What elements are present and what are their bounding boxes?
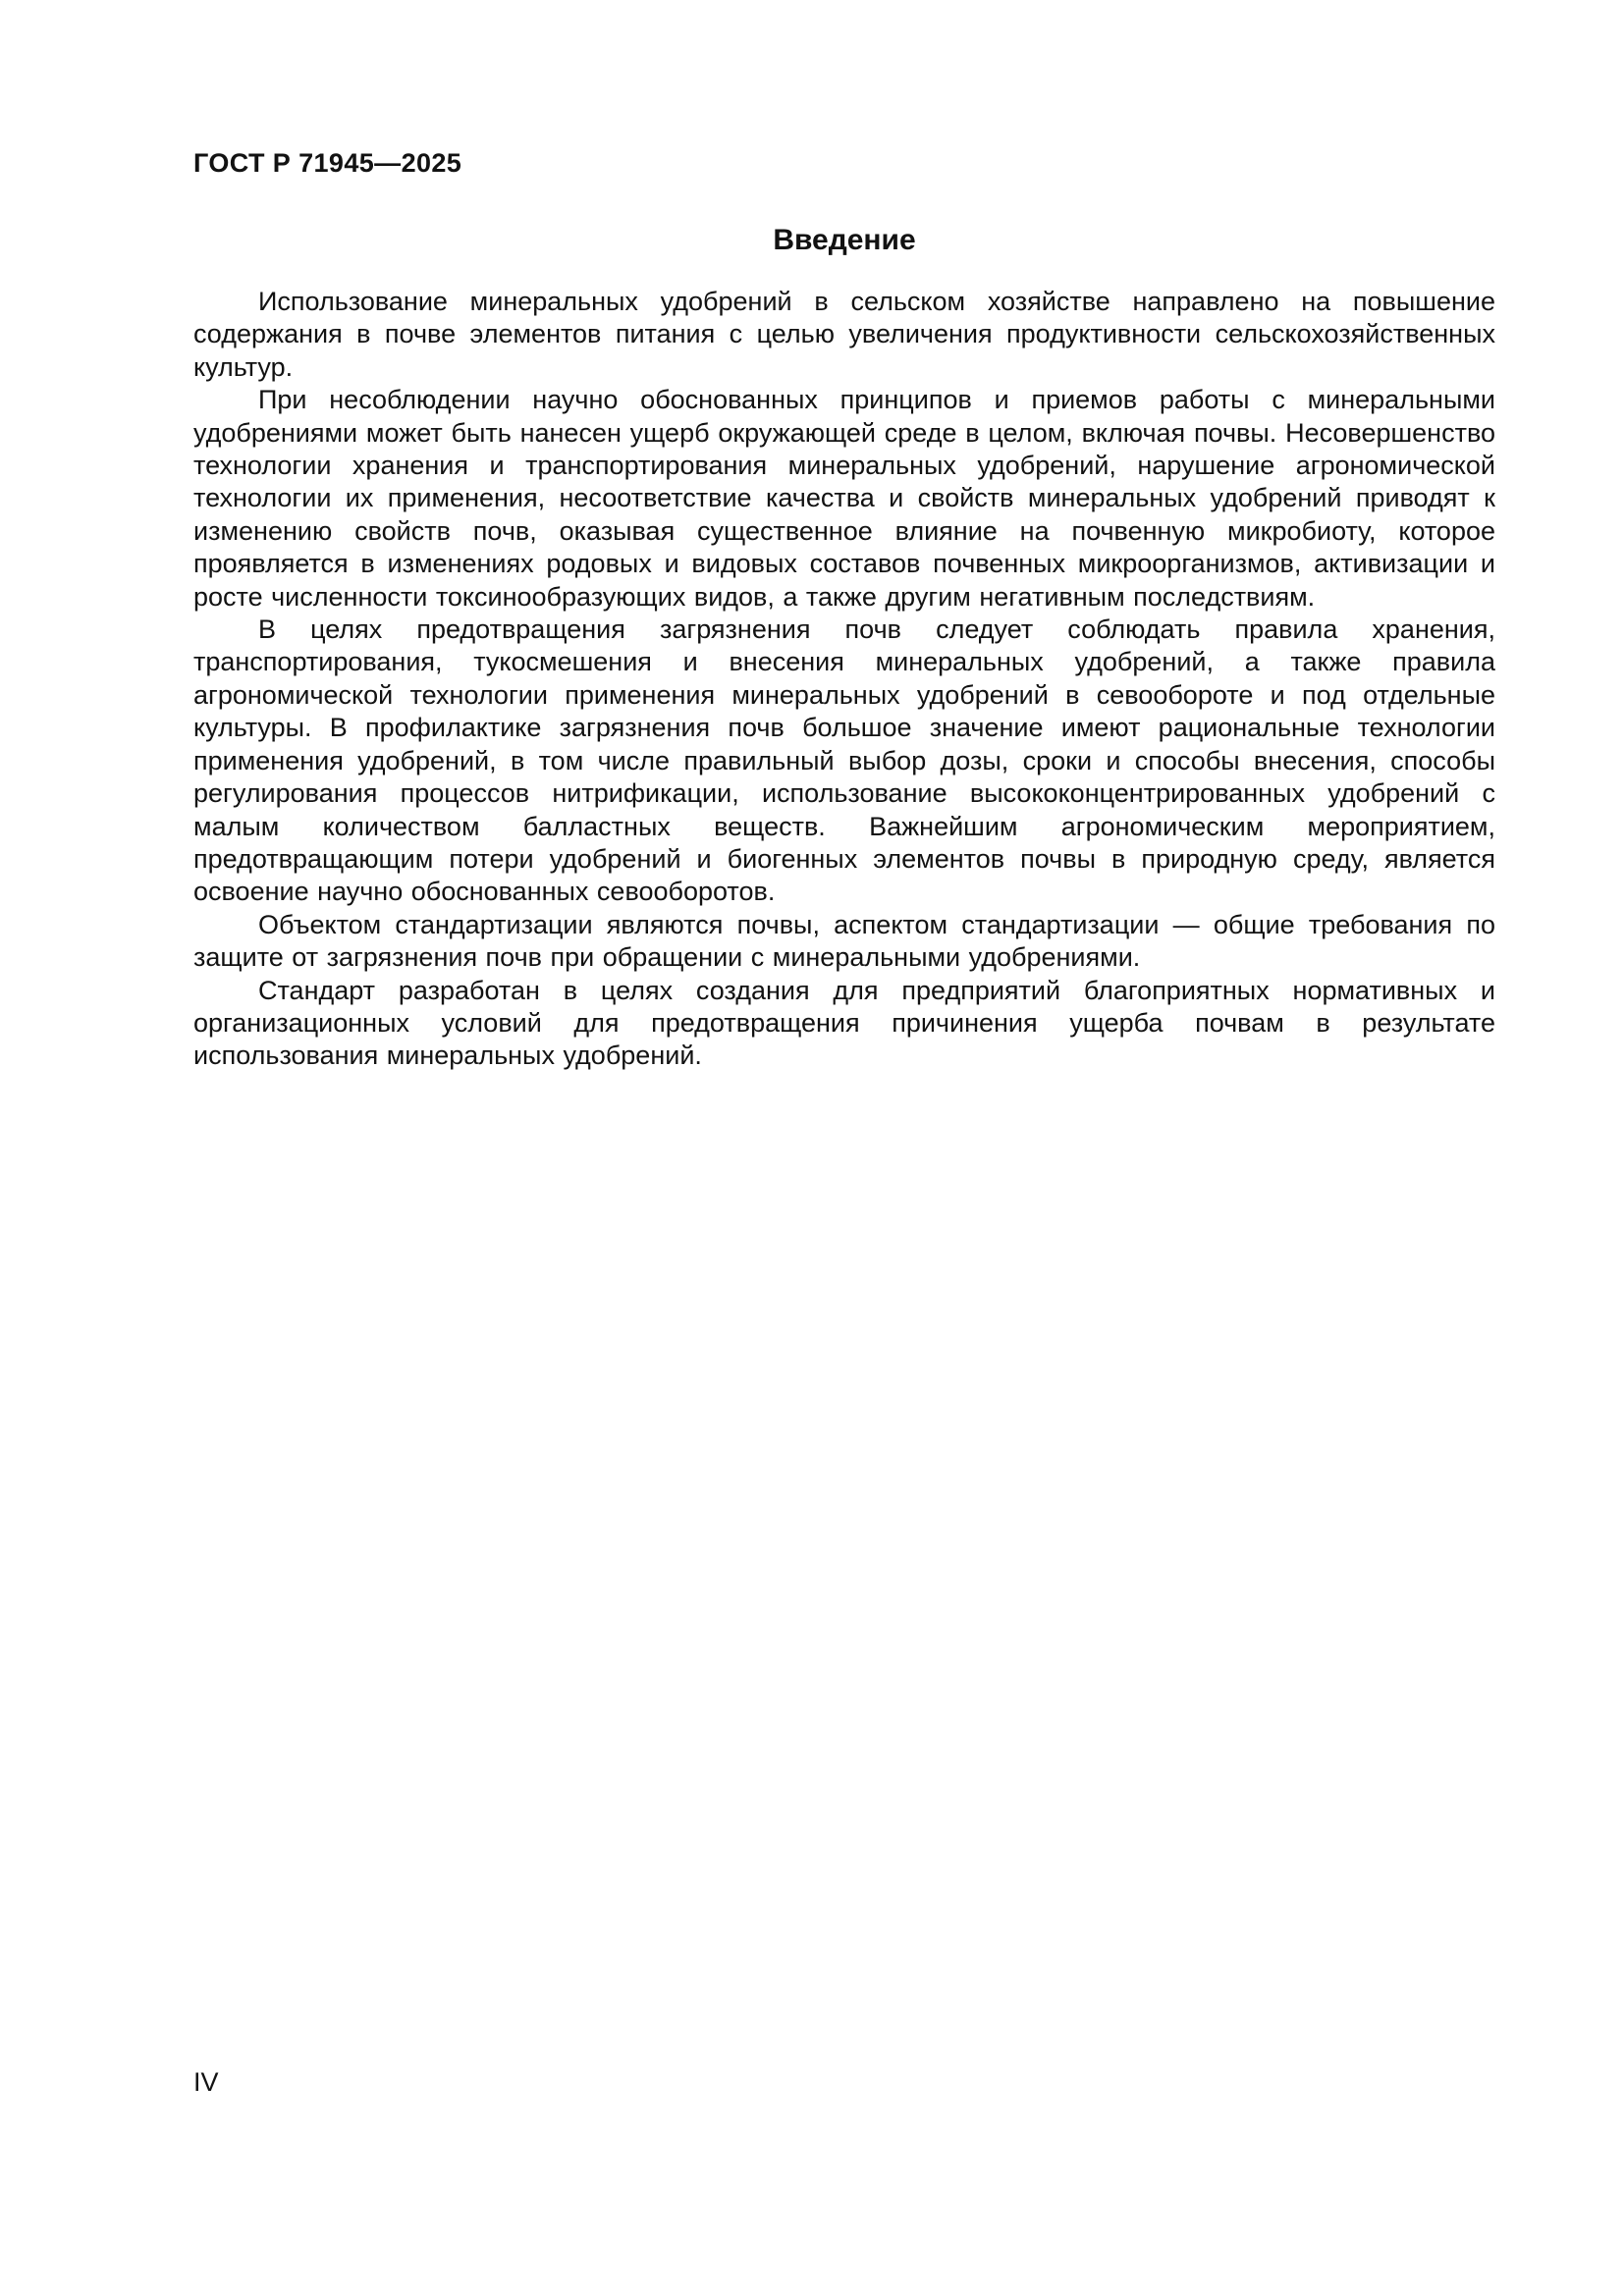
- intro-paragraph: В целях предотвращения загрязнения почв следует соблюдать правила хранения, транспортирования, тукосмешения и внесения минеральных удобрений, а также правила агрономической технологии применения минеральных удобрений в севообороте и под отдельные культуры. В профилактике загрязнения почв большое значение имеют рациональные технологии применения удобрений, в том числе правильный выбор дозы, сроки и способы внесения, способы регулирования процессов нитрификации, использование высококонцентрированных удобрений с малым количеством балластных веществ. Важнейшим агрономическим мероприятием, предотвращающим потери удобрений и биогенных элементов почвы в природную среду, является освоение научно обоснованных севооборотов.: [193, 614, 1495, 907]
- intro-paragraph: Объектом стандартизации являются почвы, аспектом стандартизации — общие требования по защите от загрязнения почв при обращении с минеральными удобрениями.: [193, 909, 1495, 973]
- introduction-text: [193, 286, 1495, 1073]
- intro-paragraph: Стандарт разработан в целях создания для предприятий благоприятных нормативных и организационных условий для предотвращения причинения ущерба почвам в результате использования минеральных удобрений.: [193, 975, 1495, 1071]
- intro-paragraph: Использование минеральных удобрений в сельском хозяйстве направлено на повышение содержания в почве элементов питания с целью увеличения продуктивности сельскохозяйственных культур.: [193, 287, 1495, 382]
- intro-paragraph: При несоблюдении научно обоснованных принципов и приемов работы с минеральными удобрениями может быть нанесен ущерб окружающей среде в целом, включая почвы. Несовершенство технологии хранения и транспортирования минеральных удобрений, нарушение агрономической технологии их применения, несоответствие качества и свойств минеральных удобрений приводят к изменению свойств почв, оказывая существенное влияние на почвенную микробиоту, которое проявляется в изменениях родовых и видовых составов почвенных микроорганизмов, активизации и росте численности токсинообразующих видов, а также другим негативным последствиям.: [193, 385, 1495, 612]
- section-title: Введение: [773, 224, 916, 256]
- document-code: ГОСТ Р 71945—2025: [193, 148, 462, 178]
- page-number: IV: [193, 2067, 219, 2097]
